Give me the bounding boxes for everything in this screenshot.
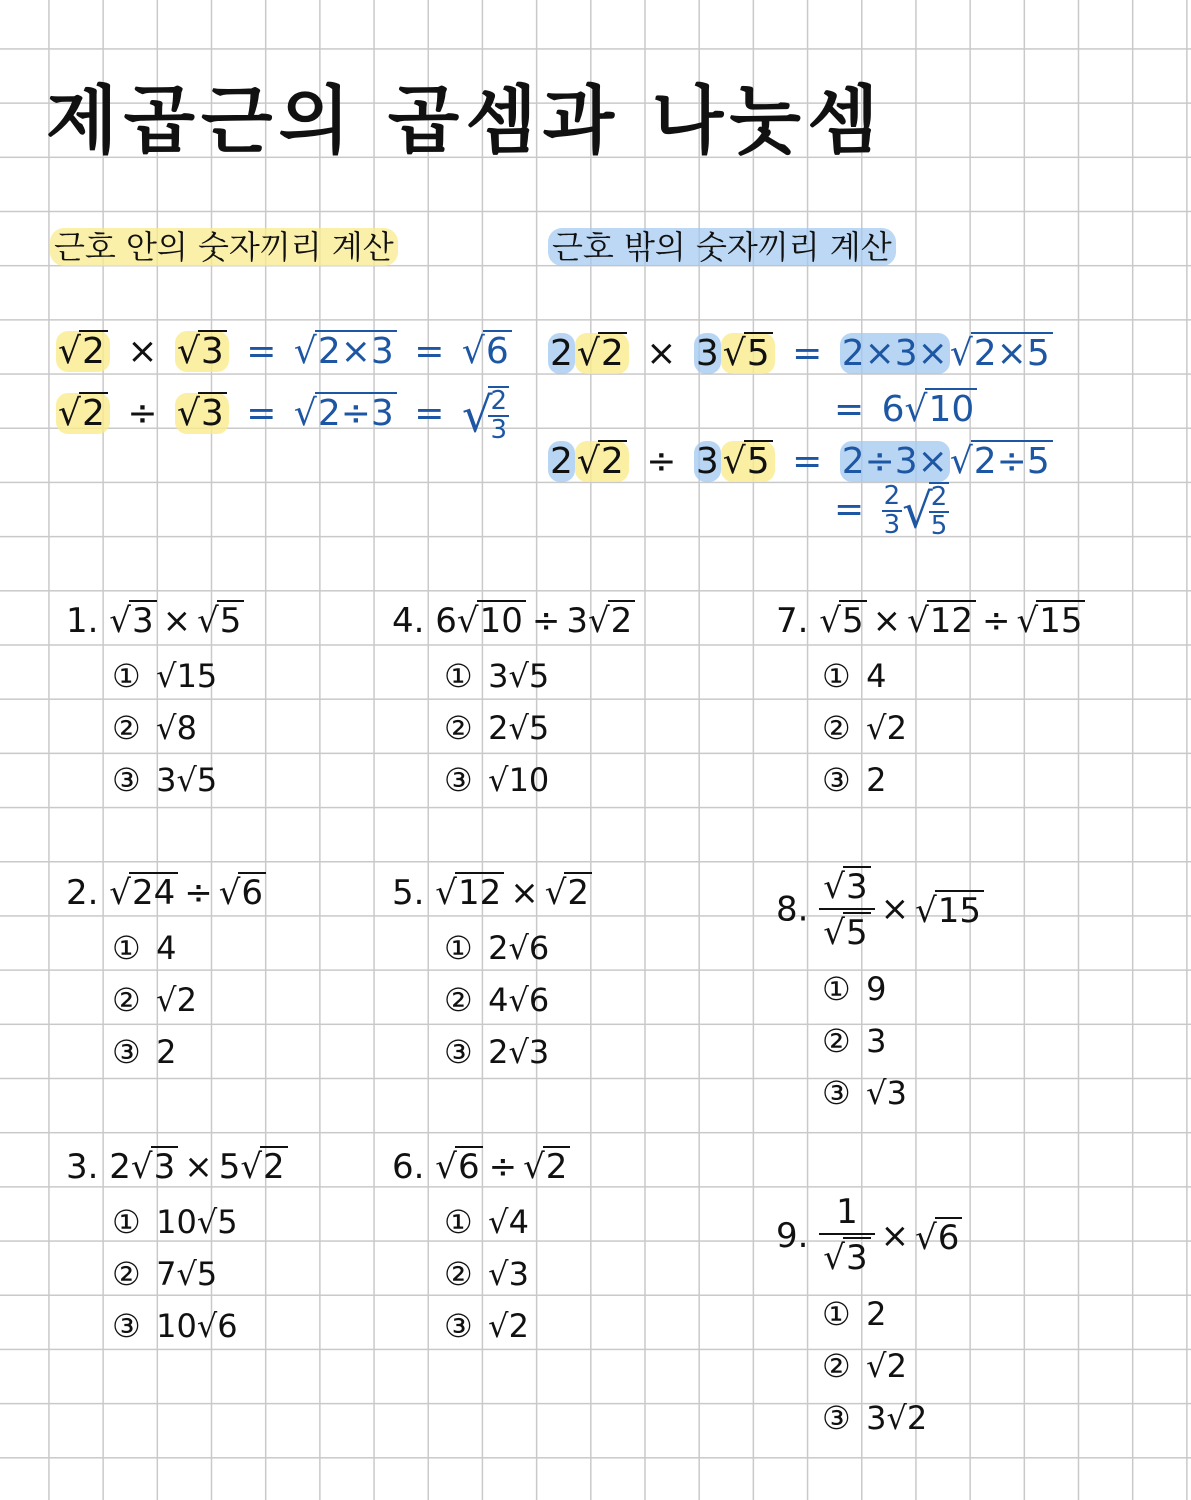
outside-heading-text: 근호 밖의 숫자끼리 계산	[548, 228, 896, 266]
problem-2-choice-3[interactable]: ③ 2	[112, 1033, 177, 1071]
problem-2	[66, 872, 266, 1071]
problem-7-choice-1[interactable]: ① 4	[822, 657, 887, 695]
problem-8-choice-2[interactable]: ② 3	[822, 1021, 887, 1060]
problem-5-expression: 5. √12 × √2	[392, 872, 592, 910]
problem-8	[776, 866, 984, 1112]
problem-6-choice-2[interactable]: ② √3	[444, 1255, 529, 1293]
problem-4-choice-2[interactable]: ② 2√5	[444, 709, 550, 747]
problem-1	[66, 600, 244, 799]
outside-heading	[548, 222, 896, 268]
problem-9	[776, 1192, 962, 1437]
problem-8-expression: 8. $\frac{√3}{√5}$ × √15	[776, 866, 984, 953]
problem-3	[66, 1146, 288, 1345]
problem-5-choice-3[interactable]: ③ 2√3	[444, 1033, 550, 1071]
problem-7	[776, 600, 1085, 799]
problem-4-choice-1[interactable]: ① 3√5	[444, 657, 550, 695]
problem-9-expression: 9. $\frac{1}{√3}$ × √6	[776, 1194, 962, 1278]
problem-9-choice-2[interactable]: ② √2	[822, 1346, 907, 1385]
problem-6-expression: 6. √6 ÷ √2	[392, 1146, 570, 1184]
problem-6	[392, 1146, 570, 1345]
problem-5-choice-1[interactable]: ① 2√6	[444, 929, 550, 967]
problem-8-choice-1[interactable]: ① 9	[822, 969, 887, 1008]
problem-7-choice-2[interactable]: ② √2	[822, 709, 907, 747]
problem-3-expression: 3. 2√3 × 5√2	[66, 1146, 288, 1184]
problem-2-expression: 2. √24 ÷ √6	[66, 872, 266, 910]
problem-1-choice-3[interactable]: ③ 3√5	[112, 761, 218, 799]
problem-2-choice-2[interactable]: ② √2	[112, 981, 197, 1019]
problem-1-choice-2[interactable]: ② √8	[112, 709, 197, 747]
problem-1-choice-1[interactable]: ① √15	[112, 657, 218, 695]
problem-9-choice-3[interactable]: ③ 3√2	[822, 1398, 928, 1437]
problem-1-expression: 1. √3 × √5	[66, 600, 244, 638]
problem-3-choice-1[interactable]: ① 10√5	[112, 1203, 238, 1241]
problem-9-choice-1[interactable]: ① 2	[822, 1294, 887, 1333]
inside-div-example: √2 ÷ √3 = √2÷3 = √ $\frac{2}{3}$	[58, 386, 508, 446]
inside-mul-example: √2 × √3 = √2×3 = √6	[56, 330, 512, 370]
problem-6-choice-1[interactable]: ① √4	[444, 1203, 529, 1241]
outside-mul-example: 2 √2 × 3 √5 = 2×3×√2×5	[548, 332, 1053, 372]
outside-div-result: = $\frac{2}{3}$ √ $\frac{2}{5}$	[834, 481, 948, 542]
problem-8-choice-3[interactable]: ③ √3	[822, 1073, 907, 1112]
inside-heading	[50, 222, 398, 268]
problem-4-choice-3[interactable]: ③ √10	[444, 761, 550, 799]
problem-6-choice-3[interactable]: ③ √2	[444, 1307, 529, 1345]
problem-2-choice-1[interactable]: ① 4	[112, 929, 177, 967]
outside-mul-result: = 6√10	[828, 388, 977, 428]
problem-5-choice-2[interactable]: ② 4√6	[444, 981, 550, 1019]
page-title: 제곱근의 곱셈과 나눗셈	[46, 78, 885, 164]
outside-div-example: 2 √2 ÷ 3 √5 = 2÷3×√2÷5	[548, 440, 1053, 480]
problem-5	[392, 872, 592, 1071]
problem-7-expression: 7. √5 × √12 ÷ √15	[776, 600, 1085, 638]
problem-4	[392, 600, 635, 799]
problem-3-choice-3[interactable]: ③ 10√6	[112, 1307, 238, 1345]
problem-7-choice-3[interactable]: ③ 2	[822, 761, 887, 799]
inside-heading-text: 근호 안의 숫자끼리 계산	[50, 228, 398, 266]
problem-4-expression: 4. 6√10 ÷ 3√2	[392, 600, 635, 638]
problem-3-choice-2[interactable]: ② 7√5	[112, 1255, 218, 1293]
